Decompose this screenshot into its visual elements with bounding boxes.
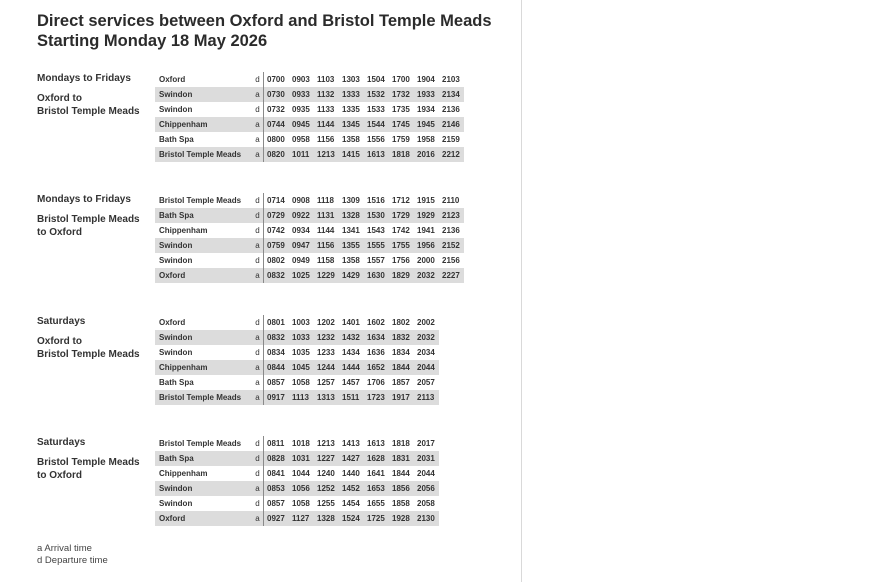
time-cell: 0841 [267, 469, 285, 478]
time-cell: 1434 [342, 348, 360, 357]
time-cell: 1958 [417, 135, 435, 144]
station-name: Chippenham [159, 226, 208, 235]
time-cell: 2034 [417, 348, 435, 357]
route-line-1: Bristol Temple Meads [37, 457, 140, 468]
time-cell: 0908 [292, 196, 310, 205]
time-cell: 1543 [367, 226, 385, 235]
time-cell: 1945 [414, 117, 439, 132]
time-cell: 2134 [439, 87, 464, 102]
table-row [155, 147, 464, 162]
time-cell: 1844 [392, 469, 410, 478]
time-cell: 1232 [314, 330, 339, 345]
arrive-depart-marker: d [252, 436, 264, 451]
time-cell: 1829 [389, 268, 414, 283]
time-cell: 1933 [414, 87, 439, 102]
time-cell: 0742 [267, 226, 285, 235]
table-row [155, 315, 439, 330]
table-row [155, 481, 439, 496]
station-name: Swindon [159, 348, 193, 357]
section-days: Mondays to Fridays [37, 194, 131, 205]
time-cell: 2103 [442, 75, 460, 84]
time-cell: 1415 [339, 147, 364, 162]
table-row [155, 511, 439, 526]
time-cell: 1213 [317, 439, 335, 448]
arrive-depart-marker: a [252, 375, 264, 390]
station-name: Bath Spa [155, 451, 252, 466]
time-cell: 1729 [389, 208, 414, 223]
arrive-depart-marker: d [252, 72, 264, 87]
time-cell: 1432 [339, 330, 364, 345]
table-row [155, 72, 464, 87]
station-name: Swindon [159, 105, 193, 114]
arrive-depart-marker: a [252, 481, 264, 496]
time-cell: 1133 [317, 105, 335, 114]
time-cell: 0801 [267, 318, 285, 327]
time-cell: 1504 [367, 75, 385, 84]
time-cell: 1252 [314, 481, 339, 496]
time-cell: 0744 [264, 117, 290, 132]
time-cell: 1533 [367, 105, 385, 114]
time-cell: 0935 [292, 105, 310, 114]
table-row [155, 208, 464, 223]
time-cell: 1653 [364, 481, 389, 496]
time-cell: 0759 [264, 238, 290, 253]
time-cell: 1156 [317, 135, 335, 144]
time-cell: 1058 [292, 378, 310, 387]
time-cell: 1227 [314, 451, 339, 466]
time-cell: 2110 [442, 196, 460, 205]
arrive-depart-marker: d [252, 102, 264, 117]
time-cell: 1452 [339, 481, 364, 496]
time-cell: 1333 [339, 87, 364, 102]
section-days: Saturdays [37, 437, 86, 448]
station-name: Swindon [159, 256, 193, 265]
arrive-depart-marker: d [252, 451, 264, 466]
section-weekday-bristol-to-oxford [0, 194, 522, 294]
time-cell: 2136 [442, 226, 460, 235]
station-name: Bristol Temple Meads [155, 390, 252, 405]
route-line-2: to Oxford [37, 226, 82, 238]
time-cell: 1630 [364, 268, 389, 283]
time-cell: 1031 [289, 451, 314, 466]
time-cell: 1113 [289, 390, 314, 405]
time-cell: 1834 [392, 348, 410, 357]
time-cell: 1058 [292, 499, 310, 508]
time-cell: 2017 [417, 439, 435, 448]
time-cell: 1003 [292, 318, 310, 327]
time-cell: 1240 [317, 469, 335, 478]
title-line-2: Starting Monday 18 May 2026 [37, 32, 268, 50]
section-days: Mondays to Fridays [37, 73, 131, 84]
section-route [37, 93, 140, 118]
time-cell: 0933 [289, 87, 314, 102]
time-cell: 0802 [267, 256, 285, 265]
legend-departure: d Departure time [37, 555, 108, 566]
time-cell: 2032 [414, 268, 439, 283]
time-cell: 1335 [342, 105, 360, 114]
time-cell: 1355 [339, 238, 364, 253]
station-name: Bristol Temple Meads [155, 147, 252, 162]
time-cell: 1524 [339, 511, 364, 526]
timetable-table [155, 72, 464, 162]
time-cell: 1511 [339, 390, 364, 405]
table-row [155, 253, 464, 268]
time-cell: 1956 [414, 238, 439, 253]
time-cell: 1655 [367, 499, 385, 508]
table-row [155, 345, 439, 360]
time-cell: 0857 [267, 378, 285, 387]
station-name: Oxford [155, 268, 252, 283]
time-cell: 1934 [417, 105, 435, 114]
legend-arrival: a Arrival time [37, 543, 92, 554]
route-line-1: Oxford to [37, 336, 82, 347]
table-row [155, 132, 464, 147]
station-name: Oxford [159, 318, 186, 327]
station-name: Bath Spa [159, 378, 194, 387]
arrive-depart-marker: a [252, 511, 264, 526]
time-cell: 1309 [342, 196, 360, 205]
table-row [155, 117, 464, 132]
table-row [155, 496, 439, 511]
time-cell: 1725 [364, 511, 389, 526]
time-cell: 1303 [342, 75, 360, 84]
table-row [155, 451, 439, 466]
time-cell: 2000 [417, 256, 435, 265]
time-cell: 1358 [342, 256, 360, 265]
time-cell: 1530 [364, 208, 389, 223]
time-cell: 0947 [289, 238, 314, 253]
time-cell: 1700 [392, 75, 410, 84]
time-cell: 1844 [389, 360, 414, 375]
time-cell: 1440 [342, 469, 360, 478]
section-route [37, 457, 140, 482]
time-cell: 1732 [389, 87, 414, 102]
time-cell: 2159 [442, 135, 460, 144]
time-cell: 1641 [367, 469, 385, 478]
time-cell: 1401 [342, 318, 360, 327]
table-row [155, 330, 439, 345]
arrive-depart-marker: d [252, 223, 264, 238]
time-cell: 2136 [442, 105, 460, 114]
time-cell: 1045 [289, 360, 314, 375]
timetable-table [155, 315, 439, 405]
time-cell: 1427 [339, 451, 364, 466]
station-name: Swindon [155, 238, 252, 253]
section-saturday-bristol-to-oxford [0, 437, 522, 537]
time-cell: 2032 [414, 330, 439, 345]
table-row [155, 375, 439, 390]
station-name: Bristol Temple Meads [159, 196, 242, 205]
time-cell: 2156 [442, 256, 460, 265]
arrive-depart-marker: a [252, 268, 264, 283]
time-cell: 0949 [292, 256, 310, 265]
route-line-2: to Oxford [37, 469, 82, 481]
time-cell: 0857 [267, 499, 285, 508]
time-cell: 1229 [314, 268, 339, 283]
arrive-depart-marker: d [252, 193, 264, 208]
time-cell: 1723 [364, 390, 389, 405]
time-cell: 1802 [392, 318, 410, 327]
time-cell: 0832 [264, 330, 290, 345]
arrive-depart-marker: a [252, 87, 264, 102]
time-cell: 1516 [367, 196, 385, 205]
time-cell: 0853 [264, 481, 290, 496]
time-cell: 1257 [317, 378, 335, 387]
station-name: Swindon [155, 87, 252, 102]
time-cell: 0945 [289, 117, 314, 132]
time-cell: 0811 [267, 439, 285, 448]
time-cell: 1345 [339, 117, 364, 132]
time-cell: 1118 [317, 196, 334, 205]
time-cell: 1915 [417, 196, 435, 205]
time-cell: 1158 [317, 256, 335, 265]
time-cell: 1735 [392, 105, 410, 114]
time-cell: 1856 [389, 481, 414, 496]
time-cell: 2031 [414, 451, 439, 466]
time-cell: 1213 [314, 147, 339, 162]
time-cell: 1328 [339, 208, 364, 223]
time-cell: 1818 [389, 147, 414, 162]
time-cell: 1628 [364, 451, 389, 466]
time-cell: 1652 [364, 360, 389, 375]
time-cell: 1712 [392, 196, 410, 205]
time-cell: 1233 [317, 348, 335, 357]
arrive-depart-marker: d [252, 253, 264, 268]
arrive-depart-marker: a [252, 132, 264, 147]
time-cell: 1929 [414, 208, 439, 223]
time-cell: 0729 [264, 208, 290, 223]
time-cell: 1602 [367, 318, 385, 327]
station-name: Swindon [159, 499, 193, 508]
time-cell: 1056 [289, 481, 314, 496]
station-name: Oxford [155, 511, 252, 526]
arrive-depart-marker: d [252, 345, 264, 360]
time-cell: 1131 [314, 208, 339, 223]
time-cell: 0700 [267, 75, 285, 84]
time-cell: 1358 [342, 135, 360, 144]
section-route [37, 214, 140, 239]
time-cell: 1429 [339, 268, 364, 283]
time-cell: 1132 [314, 87, 339, 102]
time-cell: 1413 [342, 439, 360, 448]
time-cell: 1759 [392, 135, 410, 144]
arrive-depart-marker: d [252, 466, 264, 481]
time-cell: 0828 [264, 451, 290, 466]
timetable-table [155, 436, 439, 526]
arrive-depart-marker: d [252, 496, 264, 511]
time-cell: 2056 [414, 481, 439, 496]
time-cell: 1941 [417, 226, 435, 235]
page-edge-divider [521, 0, 522, 582]
time-cell: 1742 [392, 226, 410, 235]
time-cell: 1044 [292, 469, 310, 478]
table-row [155, 466, 439, 481]
time-cell: 2016 [414, 147, 439, 162]
time-cell: 1103 [317, 75, 335, 84]
time-cell: 1555 [364, 238, 389, 253]
arrive-depart-marker: d [252, 315, 264, 330]
table-row [155, 87, 464, 102]
time-cell: 1457 [342, 378, 360, 387]
page-title [37, 11, 492, 51]
time-cell: 1341 [342, 226, 360, 235]
time-cell: 1928 [389, 511, 414, 526]
time-cell: 0800 [267, 135, 285, 144]
time-cell: 2227 [439, 268, 464, 283]
time-cell: 1636 [367, 348, 385, 357]
time-cell: 1613 [364, 147, 389, 162]
time-cell: 2212 [439, 147, 464, 162]
arrive-depart-marker: d [252, 208, 264, 223]
time-cell: 1755 [389, 238, 414, 253]
arrive-depart-marker: a [252, 390, 264, 405]
time-cell: 2058 [417, 499, 435, 508]
time-cell: 1255 [317, 499, 335, 508]
time-cell: 1832 [389, 330, 414, 345]
time-cell: 2123 [439, 208, 464, 223]
station-name: Oxford [159, 75, 186, 84]
station-name: Bath Spa [155, 208, 252, 223]
section-days: Saturdays [37, 316, 86, 327]
time-cell: 0730 [264, 87, 290, 102]
time-cell: 0714 [267, 196, 285, 205]
route-line-1: Bristol Temple Meads [37, 214, 140, 225]
time-cell: 1444 [339, 360, 364, 375]
time-cell: 1144 [314, 117, 339, 132]
station-name: Chippenham [155, 360, 252, 375]
time-cell: 0927 [264, 511, 290, 526]
time-cell: 2152 [439, 238, 464, 253]
arrive-depart-marker: a [252, 330, 264, 345]
time-cell: 0903 [292, 75, 310, 84]
time-cell: 1035 [292, 348, 310, 357]
arrive-depart-marker: a [252, 360, 264, 375]
legend [37, 543, 108, 567]
time-cell: 1745 [389, 117, 414, 132]
time-cell: 0934 [292, 226, 310, 235]
station-name: Chippenham [159, 469, 208, 478]
table-row [155, 436, 439, 451]
time-cell: 1634 [364, 330, 389, 345]
route-line-2: Bristol Temple Meads [37, 348, 140, 360]
section-weekday-oxford-to-bristol [0, 73, 522, 173]
time-cell: 0958 [292, 135, 310, 144]
arrive-depart-marker: a [252, 238, 264, 253]
table-row [155, 102, 464, 117]
time-cell: 1756 [392, 256, 410, 265]
table-row [155, 360, 439, 375]
table-row [155, 238, 464, 253]
station-name: Chippenham [155, 117, 252, 132]
timetable-table [155, 193, 464, 283]
time-cell: 1904 [417, 75, 435, 84]
time-cell: 1917 [389, 390, 414, 405]
section-route [37, 336, 140, 361]
time-cell: 0832 [264, 268, 290, 283]
time-cell: 1613 [367, 439, 385, 448]
time-cell: 1011 [289, 147, 314, 162]
time-cell: 1018 [292, 439, 310, 448]
time-cell: 1532 [364, 87, 389, 102]
time-cell: 1557 [367, 256, 385, 265]
arrive-depart-marker: a [252, 147, 264, 162]
time-cell: 1556 [367, 135, 385, 144]
table-row [155, 390, 439, 405]
time-cell: 0917 [264, 390, 290, 405]
time-cell: 1706 [367, 378, 385, 387]
time-cell: 2002 [417, 318, 435, 327]
time-cell: 1127 [289, 511, 314, 526]
arrive-depart-marker: a [252, 117, 264, 132]
station-name: Bath Spa [159, 135, 194, 144]
time-cell: 1328 [314, 511, 339, 526]
time-cell: 0834 [267, 348, 285, 357]
time-cell: 0922 [289, 208, 314, 223]
station-name: Bristol Temple Meads [159, 439, 242, 448]
table-row [155, 223, 464, 238]
time-cell: 1313 [314, 390, 339, 405]
time-cell: 1544 [364, 117, 389, 132]
station-name: Swindon [155, 330, 252, 345]
time-cell: 1244 [314, 360, 339, 375]
time-cell: 1156 [314, 238, 339, 253]
time-cell: 1454 [342, 499, 360, 508]
time-cell: 0844 [264, 360, 290, 375]
time-cell: 2057 [417, 378, 435, 387]
time-cell: 2044 [417, 469, 435, 478]
time-cell: 1857 [392, 378, 410, 387]
route-line-1: Oxford to [37, 93, 82, 104]
time-cell: 2146 [439, 117, 464, 132]
time-cell: 2130 [414, 511, 439, 526]
time-cell: 2113 [414, 390, 439, 405]
section-saturday-oxford-to-bristol [0, 316, 522, 416]
route-line-2: Bristol Temple Meads [37, 105, 140, 117]
table-row [155, 193, 464, 208]
time-cell: 1202 [317, 318, 335, 327]
time-cell: 1025 [289, 268, 314, 283]
station-name: Swindon [155, 481, 252, 496]
time-cell: 1831 [389, 451, 414, 466]
time-cell: 2044 [414, 360, 439, 375]
time-cell: 1144 [317, 226, 335, 235]
table-row [155, 268, 464, 283]
title-line-1: Direct services between Oxford and Bristol Temple Meads [37, 12, 492, 30]
time-cell: 0820 [264, 147, 290, 162]
time-cell: 0732 [267, 105, 285, 114]
time-cell: 1033 [289, 330, 314, 345]
time-cell: 1858 [392, 499, 410, 508]
time-cell: 1818 [392, 439, 410, 448]
